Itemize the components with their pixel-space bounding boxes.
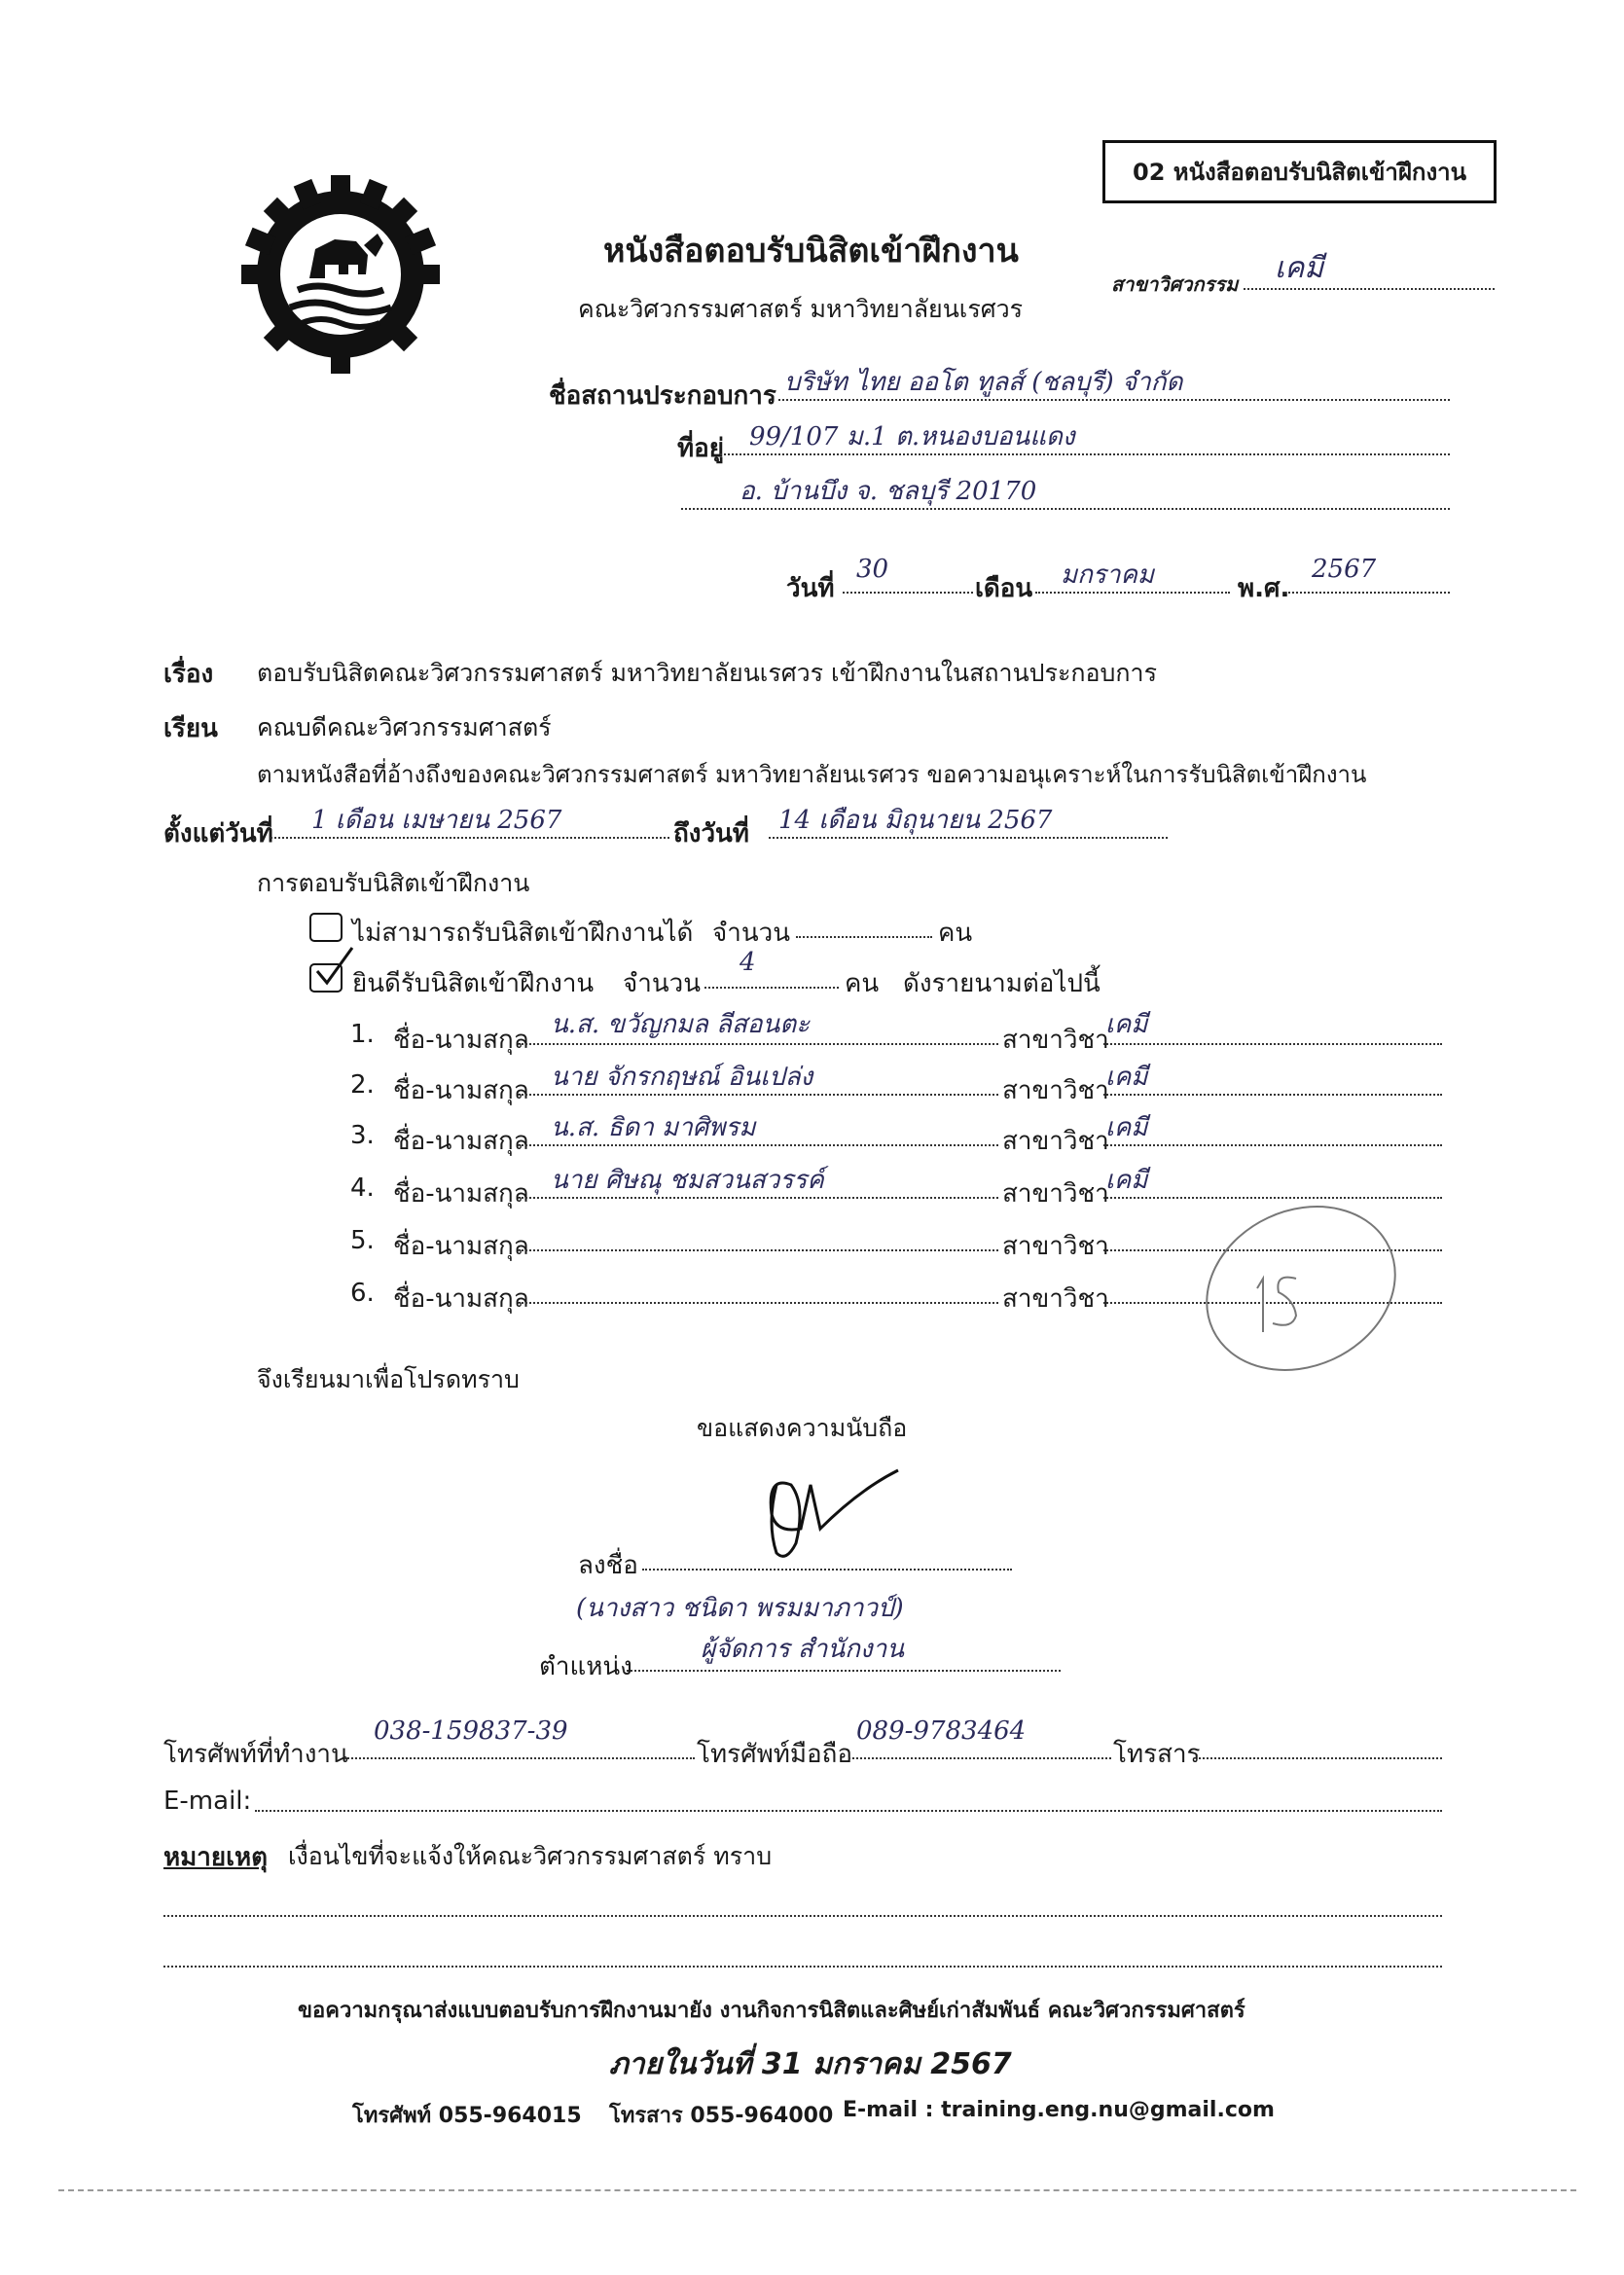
signature-label: ลงชื่อ: [578, 1551, 638, 1580]
student-major: เคมี: [1105, 1010, 1148, 1039]
reject-label: ไม่สามารถรับนิสิตเข้าฝึกงานได้: [352, 919, 694, 948]
remark-text: เงื่อนไขที่จะแจ้งให้คณะวิศวกรรมศาสตร์ ทราบ: [288, 1842, 773, 1870]
scan-edge-line: [58, 2189, 1576, 2191]
reject-count-dotted: [796, 936, 932, 938]
student-name: น.ส. ขวัญกมล ลีสอนตะ: [551, 1010, 811, 1039]
student-major-label: สาขาวิชา: [1002, 1179, 1109, 1209]
student-name-label: ชื่อ-นามสกุล: [393, 1127, 529, 1156]
date-year-dotted: [1284, 592, 1450, 594]
student-number: 2.: [350, 1070, 375, 1100]
accept-count: 4: [740, 948, 756, 977]
subject-text: ตอบรับนิสิตคณะวิศวกรรมศาสตร์ มหาวิทยาลัยนเรศวร เข้าฝึกงานในสถานประกอบการ: [257, 659, 1158, 687]
student-name: น.ส. ธิดา มาศิพรม: [551, 1113, 756, 1142]
reject-unit: คน: [938, 919, 973, 948]
date-day-dotted: [843, 592, 973, 594]
recipient-label: เรียน: [163, 714, 218, 743]
footer-fax: โทรสาร 055-964000: [609, 2104, 834, 2128]
footer-phone: โทรศัพท์ 055-964015: [352, 2104, 582, 2128]
date-month-label: เดือน: [975, 574, 1033, 603]
footer-instruction: ขอความกรุณาส่งแบบตอบรับการฝึกงานมายัง งานกิจการนิสิตและศิษย์เก่าสัมพันธ์ คณะวิศวกรรมศาสตร์: [298, 1999, 1245, 2023]
student-name-dotted: [522, 1249, 998, 1251]
student-major-dotted: [1103, 1144, 1442, 1146]
student-major-dotted: [1103, 1043, 1442, 1045]
fax-label: โทรสาร: [1113, 1740, 1201, 1769]
student-number: 3.: [350, 1121, 375, 1150]
fax-dotted: [1199, 1757, 1442, 1759]
body-text: ตามหนังสือที่อ้างถึงของคณะวิศวกรรมศาสตร์ มหาวิทยาลัยนเรศวร ขอความอนุเคราะห์ในการรับนิสิตเข้าฝึกงาน: [257, 761, 1367, 788]
footer-deadline: ภายในวันที่ 31 มกราคม 2567: [609, 2047, 1012, 2081]
accept-count-label: จำนวน: [623, 969, 701, 998]
student-major-label: สาขาวิชา: [1002, 1232, 1109, 1261]
company-label: ชื่อสถานประกอบการ: [549, 381, 776, 411]
reject-checkbox[interactable]: [309, 913, 343, 942]
accept-label: ยินดีรับนิสิตเข้าฝึกงาน: [352, 969, 595, 998]
address-line1: 99/107 ม.1 ต.หนองบอนแดง: [749, 422, 1075, 451]
major-value: เคมี: [1275, 251, 1324, 285]
date-year: 2567: [1312, 555, 1377, 584]
date-month: มกราคม: [1061, 560, 1154, 590]
date-day: 30: [856, 555, 889, 584]
student-major-dotted: [1103, 1094, 1442, 1096]
email-label: E-mail:: [163, 1787, 252, 1816]
footer-email: E-mail : training.eng.nu@gmail.com: [843, 2098, 1275, 2122]
mobile-label: โทรศัพท์มือถือ: [697, 1740, 852, 1769]
student-major: เคมี: [1105, 1063, 1148, 1092]
regards-text: ขอแสดงความนับถือ: [697, 1414, 908, 1442]
subject-label: เรื่อง: [163, 660, 214, 689]
student-number: 1.: [350, 1020, 375, 1049]
remark-dotted-2: [163, 1966, 1442, 1968]
response-heading: การตอบรับนิสิตเข้าฝึกงาน: [257, 869, 530, 897]
student-name-label: ชื่อ-นามสกุล: [393, 1232, 529, 1261]
office-phone: 038-159837-39: [374, 1716, 568, 1746]
form-code-box: [1102, 140, 1497, 203]
student-major: เคมี: [1105, 1113, 1148, 1142]
student-name-label: ชื่อ-นามสกุล: [393, 1026, 529, 1055]
pencil-circle-mark: [1189, 1191, 1442, 1390]
gear-seal-icon: [239, 173, 442, 376]
signature-dotted: [642, 1569, 1012, 1571]
period-from-label: ตั้งแต่วันที่: [163, 819, 273, 849]
student-name-label: ชื่อ-นามสกุล: [393, 1179, 529, 1209]
mobile: 089-9783464: [856, 1716, 1027, 1746]
signature-printed-name: (นางสาว ชนิดา พรมมาภาวป์): [576, 1594, 904, 1623]
remark-label: หมายเหตุ: [163, 1843, 269, 1872]
accept-suffix: ดังรายนามต่อไปนี้: [903, 969, 1101, 998]
student-name-dotted: [522, 1302, 998, 1304]
university-logo: [239, 173, 442, 376]
form-code: 02 หนังสือตอบรับนิสิตเข้าฝึกงาน: [1133, 159, 1467, 186]
date-day-label: วันที่: [786, 574, 835, 603]
office-phone-label: โทรศัพท์ที่ทำงาน: [163, 1740, 348, 1769]
date-year-label: พ.ศ.: [1238, 574, 1290, 603]
check-mark-icon: [313, 946, 356, 993]
period-from-value: 1 เดือน เมษายน 2567: [311, 806, 562, 835]
position-dotted: [623, 1670, 1061, 1672]
recipient-text: คณบดีคณะวิศวกรรมศาสตร์: [257, 713, 552, 741]
student-name: นาย ศิษณุ ชมสวนสวรรค์: [551, 1166, 824, 1195]
position-label: ตำแหน่ง: [539, 1652, 632, 1681]
student-major-label: สาขาวิชา: [1002, 1026, 1109, 1055]
signature-mark: [738, 1465, 932, 1567]
period-to-value: 14 เดือน มิถุนายน 2567: [778, 806, 1053, 835]
student-name: นาย จักรกฤษณ์ อินเปล่ง: [551, 1063, 813, 1092]
student-name-label: ชื่อ-นามสกุล: [393, 1284, 529, 1314]
accept-count-dotted: [704, 987, 839, 989]
company-value: บริษัท ไทย ออโต ทูลส์ (ชลบุรี) จำกัด: [784, 368, 1183, 397]
student-number: 4.: [350, 1174, 375, 1203]
position-value: ผู้จัดการ สำนักงาน: [701, 1635, 904, 1664]
student-number: 6.: [350, 1279, 375, 1308]
major-label: สาขาวิศวกรรม: [1111, 272, 1239, 296]
page-subtitle: คณะวิศวกรรมศาสตร์ มหาวิทยาลัยนเรศวร: [578, 295, 1024, 323]
student-major-label: สาขาวิชา: [1002, 1127, 1109, 1156]
accept-unit: คน: [845, 969, 880, 998]
remark-dotted-1: [163, 1915, 1442, 1917]
mobile-dotted: [848, 1757, 1111, 1759]
student-major: เคมี: [1105, 1166, 1148, 1195]
student-major-label: สาขาวิชา: [1002, 1076, 1109, 1105]
office-phone-dotted: [344, 1757, 695, 1759]
student-number: 5.: [350, 1226, 375, 1255]
period-to-label: ถึงวันที่: [673, 819, 749, 849]
page-title: หนังสือตอบรับนิสิตเข้าฝึกงาน: [603, 232, 1019, 271]
email-dotted: [255, 1810, 1442, 1812]
student-name-label: ชื่อ-นามสกุล: [393, 1076, 529, 1105]
address-line2: อ. บ้านบึง จ. ชลบุรี 20170: [740, 477, 1037, 506]
address-label: ที่อยู่: [677, 434, 724, 463]
student-major-label: สาขาวิชา: [1002, 1284, 1109, 1314]
reject-count-label: จำนวน: [712, 919, 790, 948]
closing-text: จึงเรียนมาเพื่อโปรดทราบ: [257, 1365, 520, 1393]
